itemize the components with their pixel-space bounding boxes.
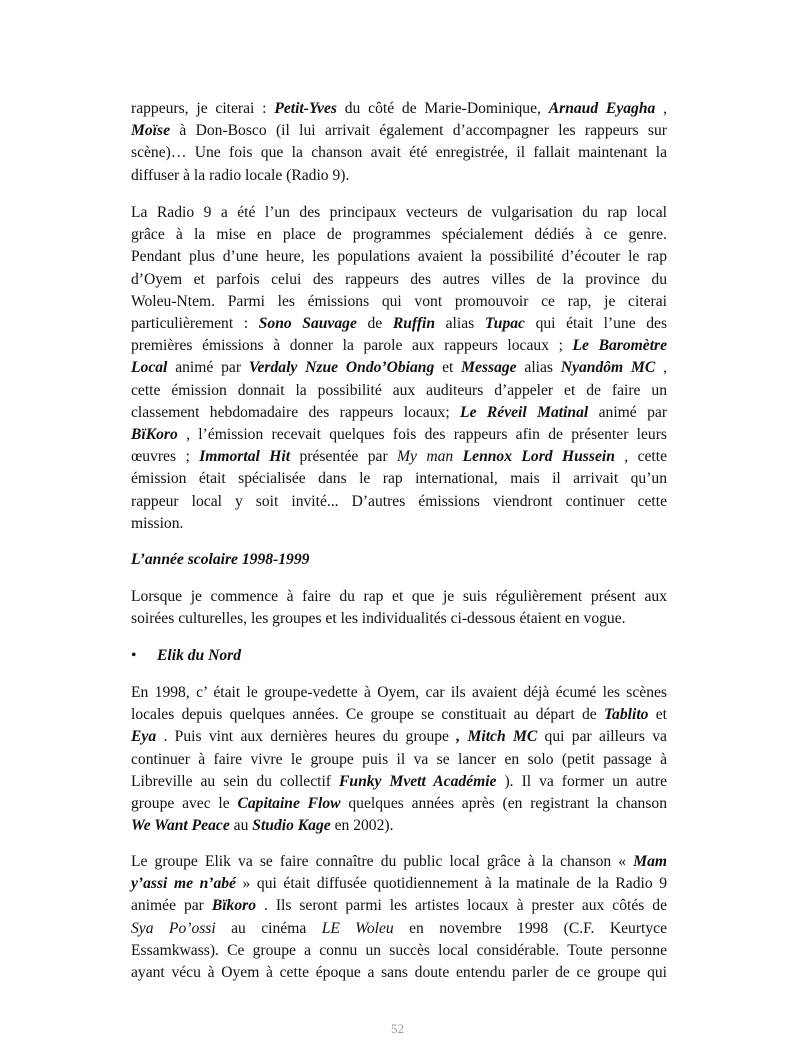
text-line: Eya . Puis vint aux dernières heures du groupe , Mitch MC qui par ailleurs va — [131, 728, 667, 746]
bullet-label: Elik du Nord — [157, 647, 242, 664]
text-line: Moïse à Don-Bosco (il lui arrivait également d’accompagner les rappeurs sur — [131, 122, 667, 140]
text-line: y’assi me n’abé » qui était diffusée quotidiennement à la matinale de la Radio 9 — [131, 875, 668, 893]
paragraph-intro-groups — [131, 586, 667, 630]
text-line: mission. — [131, 514, 184, 532]
text-line: premières émissions à donner la parole aux rappeurs locaux ; Le Baromètre — [131, 337, 668, 355]
text-line: œuvres ; Immortal Hit présentée par My man Lennox Lord Hussein , cette — [131, 448, 668, 466]
paragraph-elik-success — [131, 851, 667, 984]
text-line: continuer à faire vivre le groupe puis il va se lancer en solo (petit passage à — [131, 750, 667, 768]
section-heading: L’année scolaire 1998-1999 — [131, 551, 310, 568]
text-line: rappeur local y soit invité... D’autres émissions viendront continuer cette — [131, 492, 667, 510]
paragraph-radio-intro-continuation — [131, 98, 667, 187]
text-line: diffuser à la radio locale (Radio 9). — [131, 166, 350, 184]
text-line: groupe avec le Capitaine Flow quelques années après (en registrant la chanson — [131, 795, 668, 813]
text-line: La Radio 9 a été l’un des principaux vecteurs de vulgarisation du rap local — [131, 204, 667, 221]
text-line: soirées culturelles, les groupes et les individualités ci-dessous étaient en vogue. — [131, 610, 626, 628]
text-line: grâce à la mise en place de programmes spécialement dédiés à ce genre. — [131, 226, 667, 244]
bullet-icon: • — [131, 647, 137, 664]
text-line: scène)… Une fois que la chanson avait été enregistrée, il fallait maintenant la — [131, 144, 667, 162]
text-line: We Want Peace au Studio Kage en 2002). — [131, 817, 394, 835]
text-line: ayant vécu à Oyem à cette époque a sans doute entendu parler de ce groupe qui — [131, 964, 667, 982]
text-line: Lorsque je commence à faire du rap et que je suis régulièrement présent aux — [131, 588, 667, 605]
text-line: d’Oyem et parfois celui des rappeurs des autres villes de la province du — [131, 270, 667, 288]
text-line: animée par Bïkoro . Ils seront parmi les artistes locaux à prester aux côtés de — [131, 897, 667, 915]
text-line: Essamkwass). Ce groupe a connu un succès local considérable. Toute personne — [131, 941, 667, 959]
text-line: Libreville au sein du collectif Funky Mvett Académie ). Il va former un autre — [131, 772, 667, 790]
paragraph-radio-9 — [131, 202, 667, 535]
text-line: classement hebdomadaire des rappeurs locaux; Le Réveil Matinal animé par — [131, 403, 668, 421]
text-line: cette émission donnait la possibilité aux auditeurs d’appeler et de faire un — [131, 381, 667, 399]
text-line: En 1998, c’ était le groupe-vedette à Oyem, car ils avaient déjà écumé les scènes — [131, 684, 667, 701]
paragraph-elik-history — [131, 682, 667, 837]
page-number: 52 — [391, 1021, 404, 1036]
text-line: BïKoro , l’émission recevait quelques fois des rappeurs afin de présenter leurs — [131, 426, 667, 444]
text-line: Sya Po’ossi au cinéma LE Woleu en novembre 1998 (C.F. Keurtyce — [131, 919, 667, 937]
text-line: particulièrement : Sono Sauvage de Ruffin alias Tupac qui était l’une des — [131, 315, 668, 333]
text-line: Woleu-Ntem. Parmi les émissions qui vont promouvoir ce rap, je citerai — [131, 292, 667, 310]
text-line: Pendant plus d’une heure, les populations avaient la possibilité d’écouter le rap — [131, 248, 667, 266]
text-line: émission était spécialisée dans le rap international, mais il arrivait qu’un — [131, 470, 667, 488]
text-line: locales depuis quelques années. Ce groupe se constituait au départ de Tablito et — [131, 706, 667, 724]
text-line: rappeurs, je citerai : Petit-Yves du côté de Marie-Dominique, Arnaud Eyagha , — [131, 100, 668, 117]
text-line: Local animé par Verdaly Nzue Ondo’Obiang et Message alias Nyandôm MC , — [131, 359, 667, 377]
text-line: Le groupe Elik va se faire connaître du public local grâce à la chanson « Mam — [131, 853, 667, 870]
